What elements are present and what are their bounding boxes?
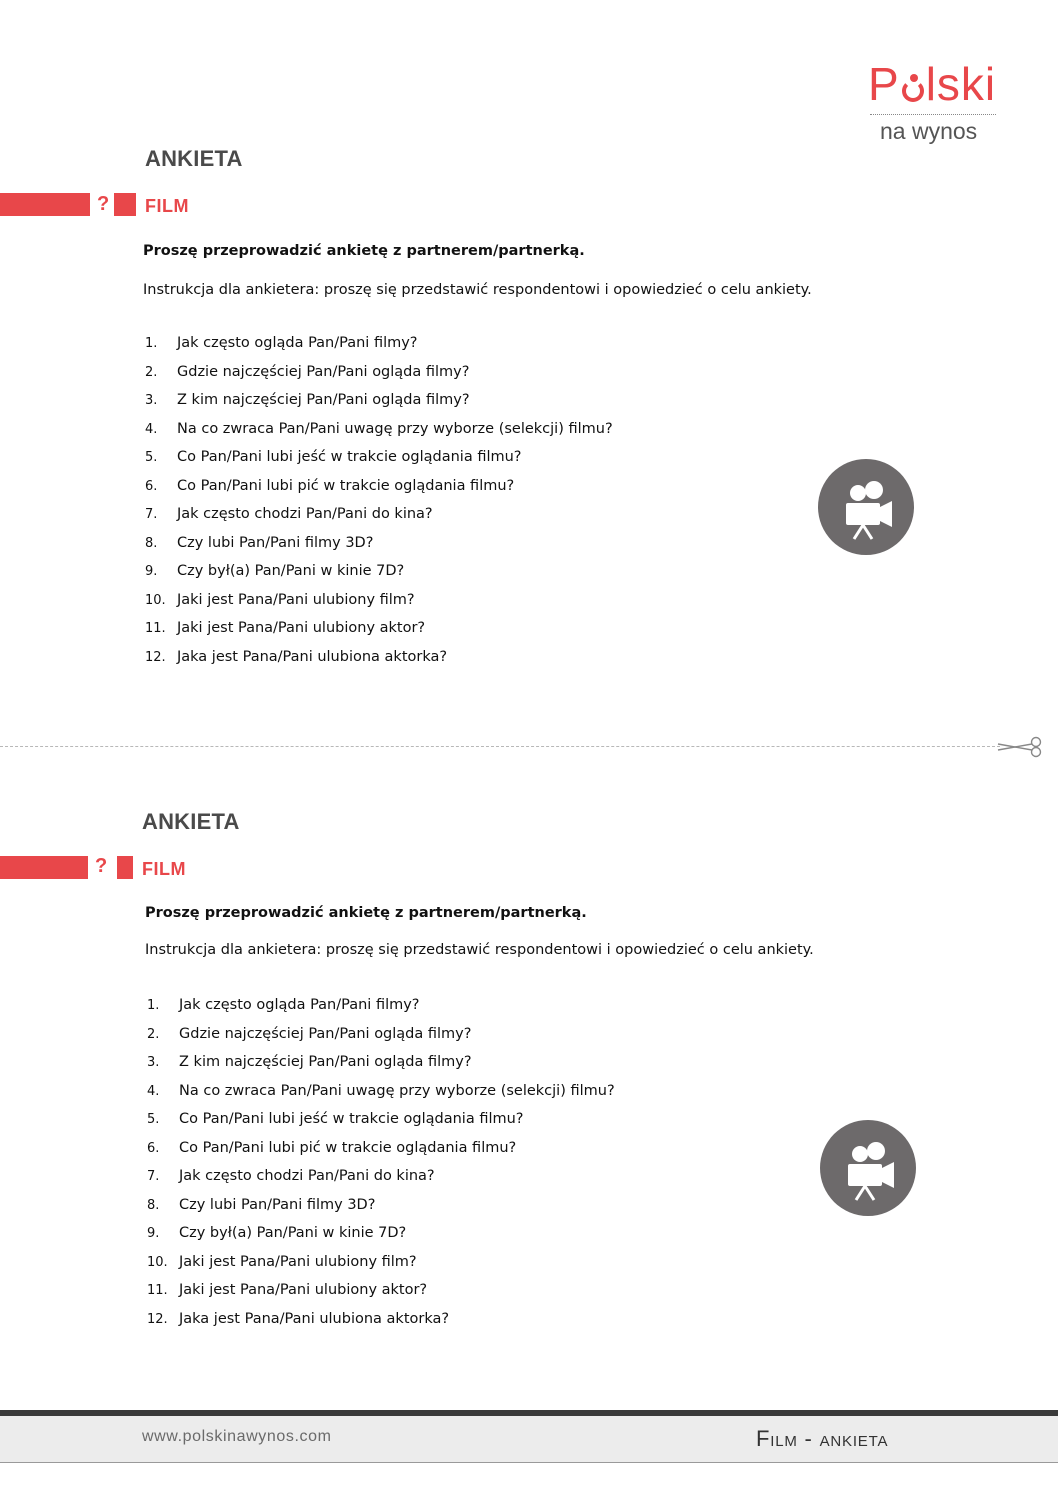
question-number: 1. [145, 336, 158, 351]
question-text: Jak często ogląda Pan/Pani filmy? [177, 335, 418, 351]
list-item [147, 1026, 615, 1055]
movie-camera-icon [818, 459, 914, 555]
list-item [145, 449, 613, 478]
question-text: Gdzie najczęściej Pan/Pani ogląda filmy? [177, 363, 470, 380]
section-subtitle: FILM [142, 859, 186, 879]
logo-smile-icon [900, 70, 926, 100]
question-text: Co Pan/Pani lubi pić w trakcie oglądania filmu? [179, 1139, 517, 1156]
list-item [145, 392, 613, 421]
question-number: 8. [145, 535, 158, 551]
footer-title: Film - ankieta [756, 1426, 889, 1451]
accent-bar [0, 856, 88, 879]
question-number: 5. [145, 450, 158, 465]
list-item [147, 1111, 615, 1140]
question-number: 5. [147, 1112, 160, 1127]
movie-camera-icon [820, 1120, 916, 1216]
logo-subtitle: na wynos [880, 118, 978, 144]
list-item [145, 535, 613, 564]
question-number: 10. [147, 1254, 168, 1270]
list-item [147, 1083, 615, 1112]
intro-bold: Proszę przeprowadzić ankietę z partnerem/partnerką. [145, 905, 587, 921]
intro-bold: Proszę przeprowadzić ankietę z partnerem/partnerką. [143, 243, 585, 259]
question-text: Co Pan/Pani lubi jeść w trakcie oglądania filmu? [177, 449, 522, 465]
list-item [145, 478, 613, 507]
question-text: Czy był(a) Pan/Pani w kinie 7D? [179, 1225, 407, 1241]
question-text: Jaki jest Pana/Pani ulubiony film? [179, 1253, 417, 1270]
question-number: 12. [147, 1311, 168, 1327]
question-number: 4. [147, 1083, 160, 1099]
list-item [145, 421, 613, 450]
footer-url[interactable]: www.polskinawynos.com [142, 1428, 332, 1445]
question-text: Co Pan/Pani lubi pić w trakcie oglądania filmu? [177, 477, 515, 494]
question-text: Czy lubi Pan/Pani filmy 3D? [179, 1196, 376, 1213]
question-text: Z kim najczęściej Pan/Pani ogląda filmy? [177, 392, 470, 408]
question-number: 11. [145, 621, 166, 636]
list-item [147, 1225, 615, 1254]
list-item [147, 1197, 615, 1226]
question-text: Jaki jest Pana/Pani ulubiony aktor? [177, 620, 426, 636]
list-item [147, 1282, 615, 1311]
logo-main [868, 58, 998, 110]
question-text: Jaka jest Pana/Pani ulubiona aktorka? [179, 1310, 450, 1327]
question-text: Jaki jest Pana/Pani ulubiony aktor? [179, 1282, 428, 1298]
cut-line [0, 746, 1000, 747]
question-number: 6. [147, 1140, 160, 1156]
section-title: ANKIETA [145, 146, 243, 171]
intro-text: Instrukcja dla ankietera: proszę się przedstawić respondentowi i opowiedzieć o celu ankiety. [143, 282, 812, 298]
question-text: Jak często ogląda Pan/Pani filmy? [179, 997, 420, 1013]
question-number: 8. [147, 1197, 160, 1213]
list-item [145, 563, 613, 592]
question-number: 12. [145, 649, 166, 665]
question-number: 10. [145, 592, 166, 608]
question-mark-icon: ? [95, 855, 108, 877]
question-number: 3. [145, 393, 158, 408]
list-item [147, 997, 615, 1026]
question-number: 7. [145, 507, 158, 522]
question-list [147, 997, 615, 1339]
logo [868, 58, 998, 144]
question-text: Jaka jest Pana/Pani ulubiona aktorka? [177, 648, 448, 665]
list-item [145, 620, 613, 649]
question-number: 2. [147, 1026, 160, 1042]
list-item [145, 649, 613, 678]
question-mark-icon: ? [97, 193, 110, 215]
list-item [145, 592, 613, 621]
question-text: Na co zwraca Pan/Pani uwagę przy wyborze (selekcji) filmu? [177, 420, 613, 437]
logo-letters: lski [925, 58, 997, 110]
logo-divider [870, 114, 996, 115]
list-item [147, 1140, 615, 1169]
list-item [145, 506, 613, 535]
question-number: 9. [145, 564, 158, 579]
section-subtitle: FILM [145, 196, 189, 216]
footer [0, 1416, 1058, 1463]
intro-text: Instrukcja dla ankietera: proszę się przedstawić respondentowi i opowiedzieć o celu ankiety. [145, 942, 814, 958]
question-number: 2. [145, 364, 158, 380]
accent-bar [0, 193, 90, 216]
accent-square [114, 193, 136, 216]
list-item [147, 1168, 615, 1197]
section-title: ANKIETA [142, 809, 240, 834]
question-number: 11. [147, 1283, 168, 1298]
list-item [147, 1254, 615, 1283]
question-number: 7. [147, 1169, 160, 1184]
question-text: Czy lubi Pan/Pani filmy 3D? [177, 534, 374, 551]
question-number: 9. [147, 1226, 160, 1241]
question-text: Jak często chodzi Pan/Pani do kina? [179, 1168, 435, 1184]
question-number: 4. [145, 421, 158, 437]
accent-square [117, 856, 133, 879]
question-list [145, 335, 613, 677]
list-item [145, 335, 613, 364]
question-number: 1. [147, 998, 160, 1013]
list-item [145, 364, 613, 393]
question-text: Na co zwraca Pan/Pani uwagę przy wyborze (selekcji) filmu? [179, 1082, 615, 1099]
list-item [147, 1054, 615, 1083]
question-text: Z kim najczęściej Pan/Pani ogląda filmy? [179, 1054, 472, 1070]
logo-letter-p: P [868, 58, 900, 110]
question-number: 3. [147, 1055, 160, 1070]
question-number: 6. [145, 478, 158, 494]
question-text: Jak często chodzi Pan/Pani do kina? [177, 506, 433, 522]
scissors-icon [996, 736, 1046, 758]
question-text: Jaki jest Pana/Pani ulubiony film? [177, 591, 415, 608]
list-item [147, 1311, 615, 1340]
question-text: Gdzie najczęściej Pan/Pani ogląda filmy? [179, 1025, 472, 1042]
question-text: Co Pan/Pani lubi jeść w trakcie oglądania filmu? [179, 1111, 524, 1127]
question-text: Czy był(a) Pan/Pani w kinie 7D? [177, 563, 405, 579]
